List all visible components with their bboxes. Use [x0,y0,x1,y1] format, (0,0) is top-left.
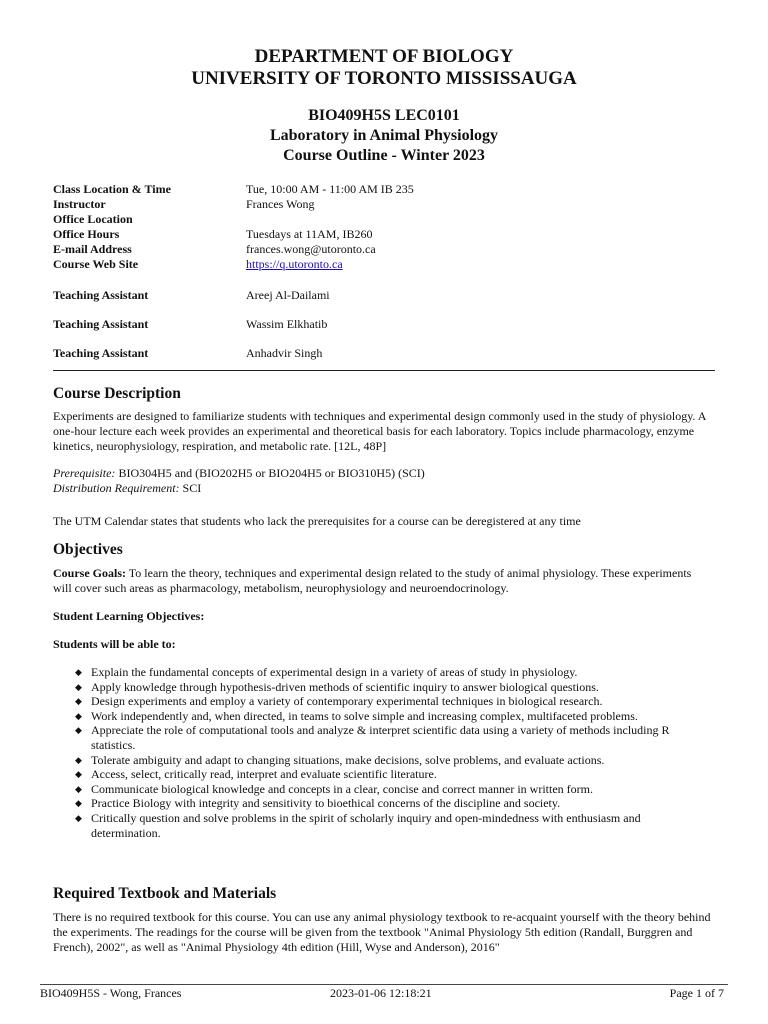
info-label: Class Location & Time [53,182,171,196]
course-outline-term: Course Outline - Winter 2023 [283,147,485,164]
ta-name: Areej Al-Dailami [246,288,330,302]
footer-page-number: Page 1 of 7 [669,986,724,1000]
department-title: DEPARTMENT OF BIOLOGY [254,46,514,67]
ta-label: Teaching Assistant [53,288,149,302]
info-label: Instructor [53,197,106,211]
ta-name: Wassim Elkhatib [246,317,328,331]
bullet-icon: ◆ [75,710,82,721]
ta-label: Teaching Assistant [53,346,149,360]
list-item: ◆ Explain the fundamental concepts of experimental design in a variety of areas of study in physiology. [75,665,578,679]
textbook-text: There is no required textbook for this course. You can use any animal physiology textbook to re-acquaint yourself with the theory behind the experiments. The readings for the course will be given from the textbook "Animal Physiology 5th edition (Randall, Burggren and French), 2002", as well as "Animal Physiology 4th edition (Hill, Wyse and Anderson), 2016" [53,910,711,954]
list-item: ◆ Access, select, critically read, interpret and evaluate scientific literature. [75,767,437,782]
ta-label: Teaching Assistant [53,317,149,331]
course-website-link[interactable]: https://q.utoronto.ca [246,257,343,271]
bullet-icon: ◆ [75,696,82,707]
list-item: ◆ Apply knowledge through hypothesis-driven methods of scientific inquiry to answer biological questions. [75,679,599,694]
bullet-icon: ◆ [75,667,82,677]
bullet-icon: ◆ [75,725,82,736]
bullet-icon: ◆ [75,812,82,823]
bullet-icon: ◆ [75,681,82,692]
list-item: ◆ Practice Biology with integrity and sensitivity to bioethical concerns of the discipline and society. [75,796,561,811]
footer-divider [40,984,728,985]
course-code: BIO409H5S LEC0101 [308,107,460,124]
footer-timestamp: 2023-01-06 12:18:21 [330,986,432,1000]
distribution-value: SCI [182,481,202,495]
email-address[interactable]: frances.wong@utoronto.ca [246,242,376,256]
course-goals-text: To learn the theory, techniques and experimental design related to the study of animal physiology. These experiments will cover such areas as pharmacology, metabolism, neurophysiology and neuroendocrinology. [53,566,692,595]
textbook-heading: Required Textbook and Materials [53,885,277,902]
course-description-text: Experiments are designed to familiarize students with techniques and experimental design commonly used in the study of physiology. A one-hour lecture each week provides an experimental and theoretical basis for each laboratory. Topics include pharmacology, enzyme kinetics, neurophysiology, respiration, and metabolic rate. [12L, 48P] [53,409,706,453]
university-title: UNIVERSITY OF TORONTO MISSISSAUGA [191,68,577,89]
prerequisite-value: BIO304H5 and (BIO202H5 or BIO204H5 or BIO310H5) (SCI) [118,466,425,480]
info-label: Office Hours [53,227,120,241]
list-item: ◆ Critically question and solve problems in the spirit of scholarly inquiry and open-mindedness with enthusiasm and determination. [75,810,641,840]
list-item: ◆ Tolerate ambiguity and adapt to changing situations, make decisions, solve problems, and evaluate actions. [75,752,605,767]
prerequisite-line [53,466,713,481]
learning-objectives-label: Student Learning Objectives: [53,609,205,623]
distribution-line [53,481,713,496]
bullet-icon: ◆ [75,769,82,780]
course-description-heading: Course Description [53,385,181,402]
info-label: Office Location [53,212,133,226]
info-value: Tuesdays at 11AM, IB260 [246,227,373,241]
footer-course-instructor: BIO409H5S - Wong, Frances [40,986,182,1000]
prerequisite-label: Prerequisite: [53,466,116,480]
objectives-list [53,665,693,840]
bullet-icon: ◆ [75,798,82,809]
list-item: ◆ Appreciate the role of computational tools and analyze & interpret scientific data using a variety of methods including R statistics. [75,723,670,752]
course-goals-label: Course Goals: [53,566,126,580]
bullet-icon: ◆ [75,783,82,794]
calendar-note: The UTM Calendar states that students who lack the prerequisites for a course can be deregistered at any time [53,514,581,528]
ta-name: Anhadvir Singh [246,346,323,360]
info-label: E-mail Address [53,242,132,256]
list-item: ◆ Design experiments and employ a variety of contemporary experimental techniques in biological research. [75,694,603,709]
distribution-label: Distribution Requirement: [53,481,180,495]
section-divider [53,370,715,371]
bullet-icon: ◆ [75,754,82,765]
course-goals [53,566,713,596]
info-value: Frances Wong [246,197,315,211]
list-item: ◆ Communicate biological knowledge and concepts in a clear, concise and correct manner in written form. [75,781,594,796]
course-title: Laboratory in Animal Physiology [269,127,499,144]
students-able-label: Students will be able to: [53,637,176,651]
info-value: Tue, 10:00 AM - 11:00 AM IB 235 [246,182,414,196]
objectives-heading: Objectives [53,541,123,558]
info-label: Course Web Site [53,257,139,271]
list-item: ◆ Work independently and, when directed, in teams to solve simple and increasing complex, multifaceted problems. [75,708,638,723]
